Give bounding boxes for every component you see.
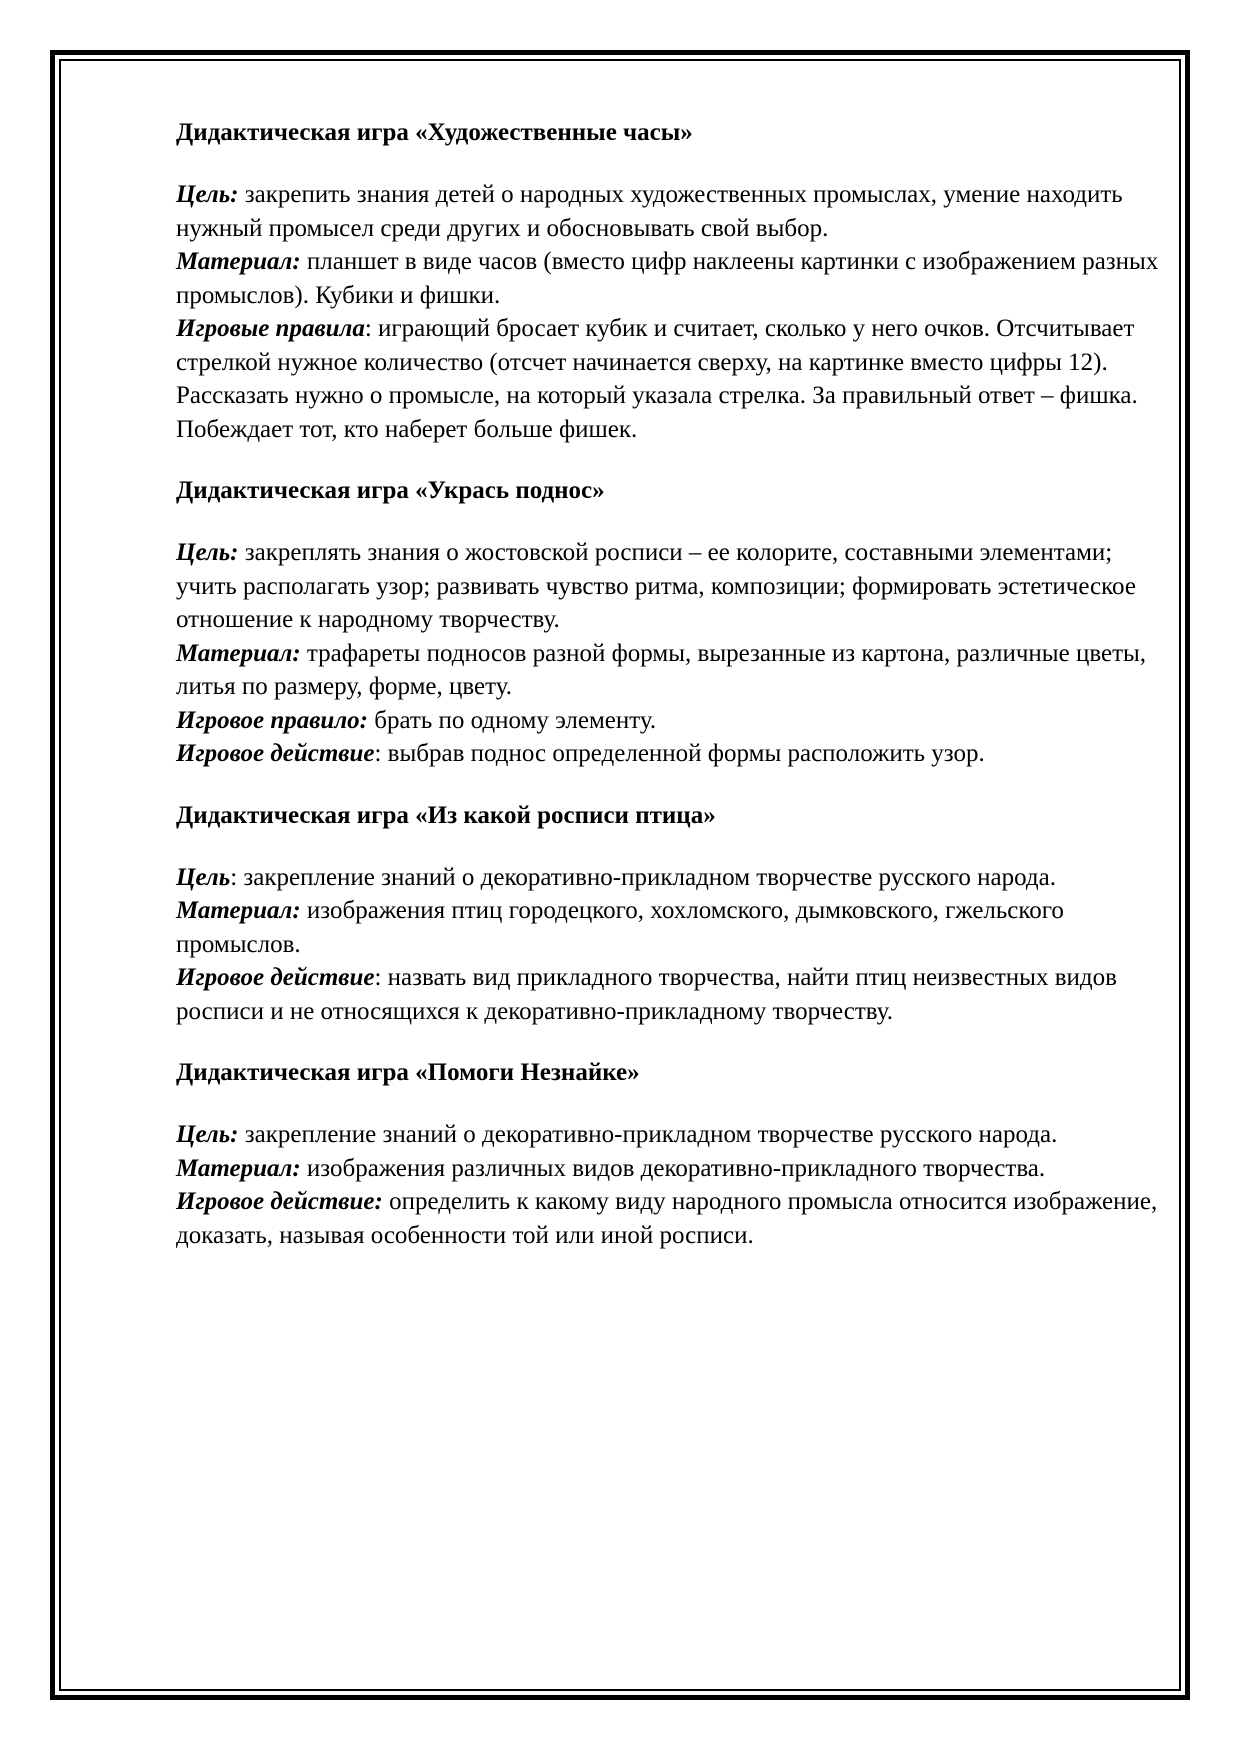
action-paragraph xyxy=(176,961,1166,1028)
material-label: Материал: xyxy=(176,639,301,667)
action-paragraph xyxy=(176,737,1166,771)
material-label: Материал: xyxy=(176,248,301,275)
section-title: Дидактическая игра «Помоги Незнайке» xyxy=(176,1059,640,1086)
goal-text: : закрепление знаний о декоративно-прикладном творчестве русского народа. xyxy=(230,863,1056,891)
rule-text: брать по одному элементу. xyxy=(368,706,657,734)
goal-paragraph xyxy=(176,536,1166,637)
action-label: Игровое действие xyxy=(176,740,375,767)
material-label: Материал: xyxy=(176,1154,301,1182)
action-text: : назвать вид прикладного творчества, найти птиц неизвестных видов росписи и не относящихся к декоративно-прикладному творчеству. xyxy=(176,964,1117,1025)
action-label: Игровое действие xyxy=(176,964,375,991)
rules-paragraph xyxy=(176,312,1166,446)
goal-label: Цель: xyxy=(176,1121,239,1148)
goal-text: закреплять знания о жостовской росписи – ее колорите, составными элементами; учить располагать узор; развивать чувство ритма, композиции; формировать эстетическое отношение к народному творчеству. xyxy=(176,539,1136,633)
section-game-which-painting-bird xyxy=(176,799,1166,1029)
section-game-art-clock xyxy=(176,116,1166,446)
goal-paragraph xyxy=(176,861,1166,895)
goal-text: закрепление знаний о декоративно-прикладном творчестве русского народа. xyxy=(238,1121,1058,1148)
material-text: трафареты подносов разной формы, вырезанные из картона, различные цветы, литья по размеру, форме, цвету. xyxy=(176,639,1147,700)
material-paragraph xyxy=(176,637,1166,704)
rules-text: : играющий бросает кубик и считает, сколько у него очков. Отсчитывает стрелкой нужное количество (отсчет начинается сверху, на картинке вместо цифры 12). Рассказать нужно о промысле, на который указала стрелка. За правильный ответ – фишка. Побеждает тот, кто наберет больше фишек. xyxy=(176,315,1138,443)
rules-label: Игровые правила xyxy=(176,315,365,342)
action-paragraph xyxy=(176,1185,1166,1252)
material-label: Материал: xyxy=(176,897,301,924)
material-paragraph xyxy=(176,1152,1166,1186)
material-paragraph xyxy=(176,245,1166,312)
material-paragraph xyxy=(176,894,1166,961)
section-game-decorate-tray xyxy=(176,474,1166,771)
goal-label: Цель: xyxy=(176,181,239,208)
section-title: Дидактическая игра «Из какой росписи птица» xyxy=(176,801,716,829)
goal-paragraph xyxy=(176,1118,1166,1152)
material-text: изображения различных видов декоративно-прикладного творчества. xyxy=(300,1154,1046,1182)
material-text: планшет в виде часов (вместо цифр наклеены картинки с изображением разных промыслов). Кубики и фишки. xyxy=(176,248,1159,309)
section-game-help-neznaika xyxy=(176,1056,1166,1252)
goal-label: Цель xyxy=(176,863,231,891)
material-text: изображения птиц городецкого, хохломского, дымковского, гжельского промыслов. xyxy=(176,897,1064,958)
action-text: определить к какому виду народного промысла относится изображение, доказать, называя особенности той или иной росписи. xyxy=(176,1188,1158,1249)
goal-label: Цель: xyxy=(176,539,239,566)
goal-text: закрепить знания детей о народных художественных промыслах, умение находить нужный промысел среди других и обосновывать свой выбор. xyxy=(176,181,1123,242)
goal-paragraph xyxy=(176,178,1166,245)
section-title: Дидактическая игра «Укрась поднос» xyxy=(176,477,605,504)
rule-label: Игровое правило: xyxy=(176,706,368,734)
action-label: Игровое действие: xyxy=(176,1188,383,1215)
section-title: Дидактическая игра «Художественные часы» xyxy=(176,119,693,146)
document-body xyxy=(176,116,1166,1280)
action-text: : выбрав поднос определенной формы расположить узор. xyxy=(374,740,985,767)
rule-paragraph xyxy=(176,704,1166,738)
